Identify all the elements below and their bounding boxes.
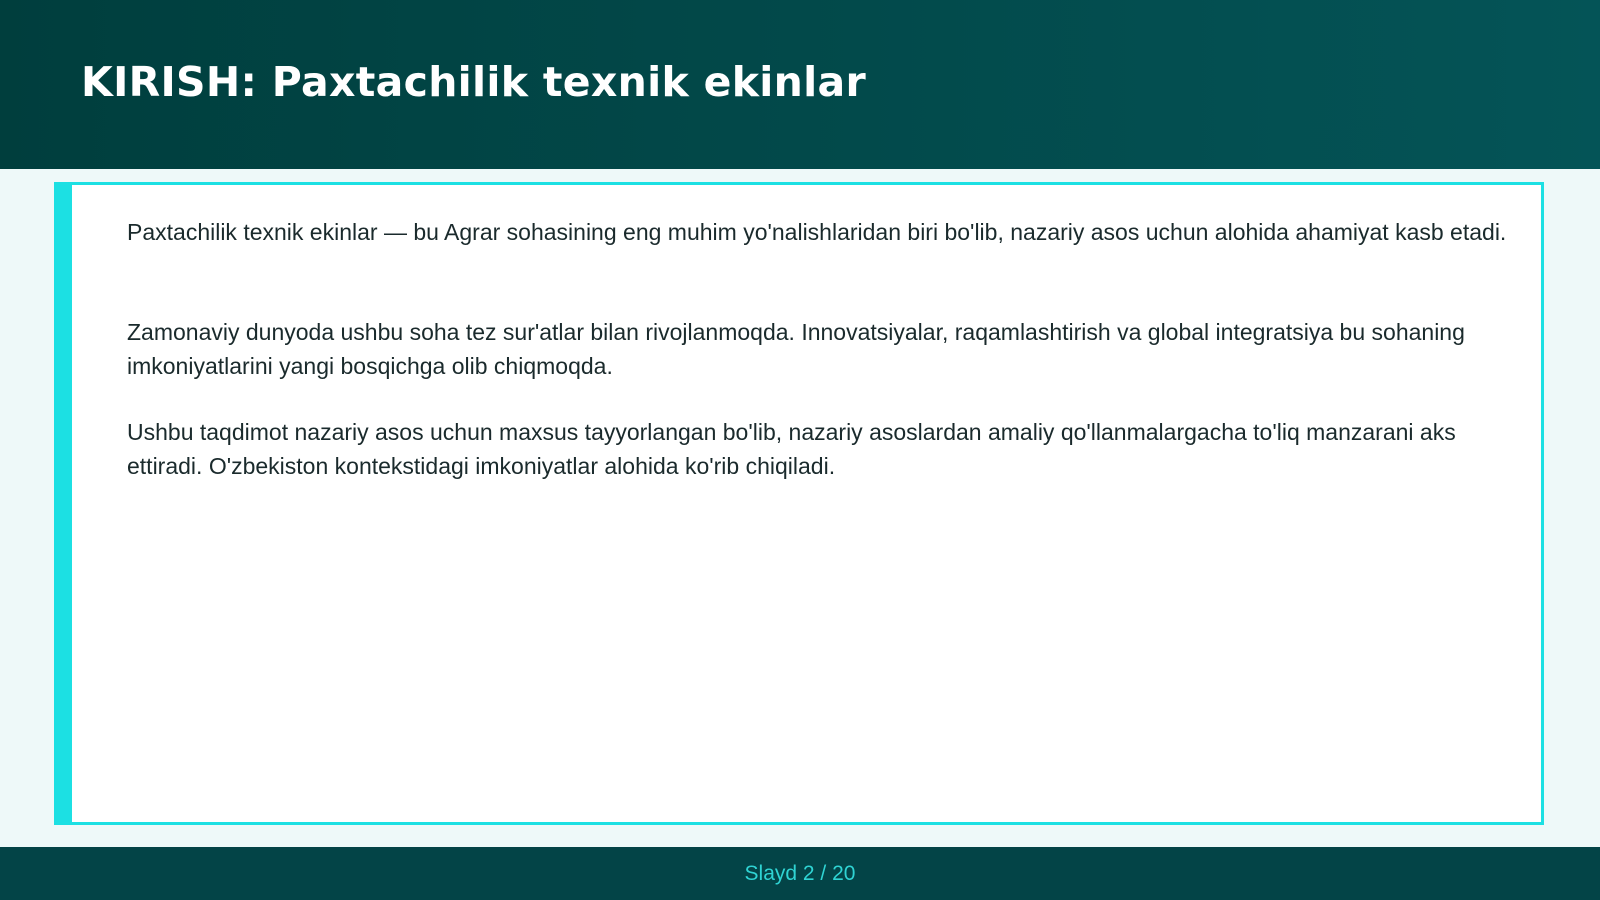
intro-paragraph-2: Zamonaviy dunyoda ushbu soha tez sur'atlar bilan rivojlanmoqda. Innovatsiyalar, raqamlashtirish va global integratsiya bu sohaning imkoniyatlarini yangi bosqichga olib chiqmoqda. [127, 319, 1465, 379]
intro-paragraph-3: Ushbu taqdimot nazariy asos uchun maxsus tayyorlangan bo'lib, nazariy asoslardan amaliy qo'llanmalargacha to'liq manzarani aks ettiradi. O'zbekiston kontekstidagi imkoniyatlar alohida ko'rib chiqiladi. [127, 419, 1456, 479]
content-card [54, 182, 1544, 825]
intro-paragraph-1: Paxtachilik texnik ekinlar — bu Agrar sohasining eng muhim yo'nalishlaridan biri bo'lib, nazariy asos uchun alohida ahamiyat kasb etadi. [127, 219, 1507, 245]
slide-counter: Slayd 2 / 20 [744, 862, 856, 885]
slide-footer [0, 847, 1600, 900]
slide-title: KIRISH: Paxtachilik texnik ekinlar [81, 58, 866, 106]
slide-header [0, 0, 1600, 169]
